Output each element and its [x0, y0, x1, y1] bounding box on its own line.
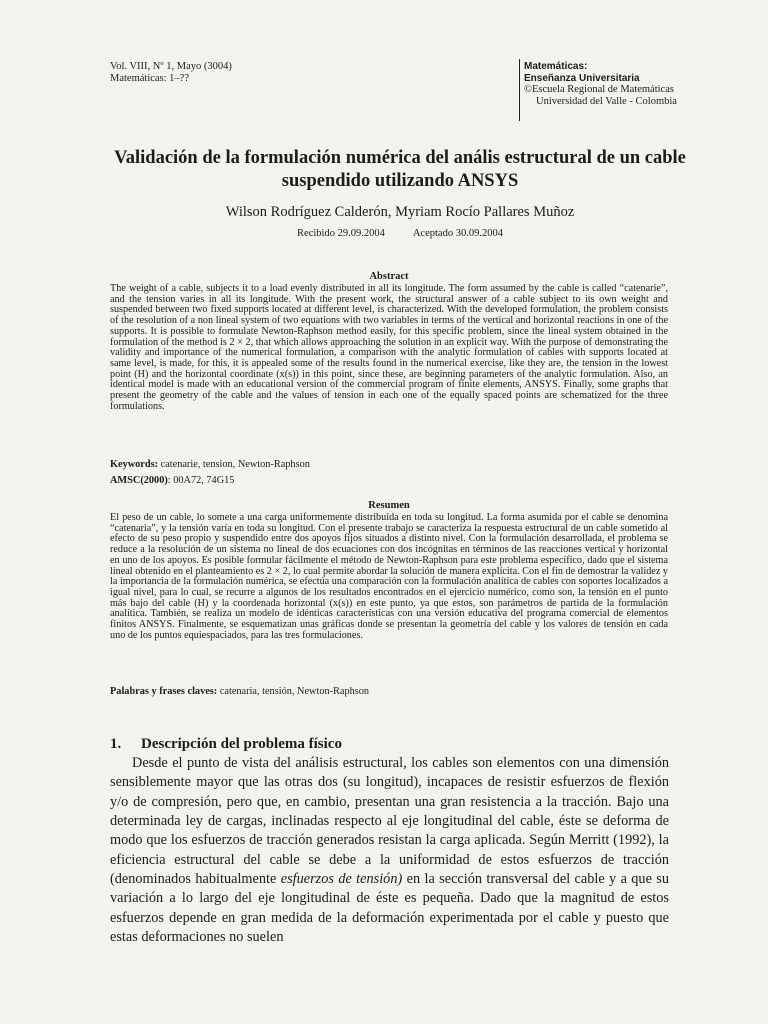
palabras-value: catenaria, tensión, Newton-Raphson: [217, 686, 370, 697]
received-date: Recibido 29.09.2004: [297, 228, 385, 239]
journal-issue-info: [110, 61, 232, 85]
journal-subtitle: Enseñanza Universitaria: [524, 72, 640, 84]
section-paragraph: [110, 754, 669, 947]
section-title: Descripción del problema físico: [141, 736, 342, 752]
amsc-line: [110, 475, 668, 486]
university-line: Universidad del Valle - Colombia: [536, 95, 677, 107]
keywords-label: Keywords:: [110, 459, 159, 470]
abstract-keywords: [110, 459, 668, 470]
paper-title: Validación de la formulación numérica del anális estructural de un cable suspendido utilizando ANSYS: [114, 148, 686, 191]
paragraph-emphasis: esfuerzos de tensión): [280, 871, 403, 888]
resumen-text: El peso de un cable, lo somete a una carga uniformemente distribuida en toda su longitud. La forma asumida por el cable se denomina “catenaria”, y la tensión varía en toda su longitud. Con el presente trabajo se caracteriza la respuesta estructural de un cable sometido al efecto de su peso propio y suspendido entre dos apoyos fijos situados a distinto nivel. Con la formulación desarrollada, el problema se reduce a la resolución de un sistema no lineal de dos ecuaciones con dos incógnitas en términos de las reacciones vertical y horizontal en uno de los apoyos. Es posible formular fácilmente el método de Newton-Raphson para este problema específico, dado que el sistema lineal obtenido en el planteamiento es 2 × 2, lo cual permite abordar la solución de manera explícita. Con el fin de demostrar la validez y la importancia de la formulación numérica, se efectúa una comparación con la formulación analítica de cables con soportes localizados a igual nivel, para lo cual, se recurre a algunos de los resultados encontrados en el ejercicio numérico, como son, la tensión en el punto más bajo del cable (H) y la coordenada horizontal (x(s)) en este punto, ya que estos, son parámetros de partida de la formulación analítica. También, se realiza un modelo de idénticas características con una versión educativa del programa comercial de elementos finitos ANSYS. Finalmente, se esquematizan unas gráficas donde se presentan la geometría del cable y los valores de tensión en cada uno de los puntos equiespaciados, para las tres formulaciones.: [110, 512, 668, 641]
abstract-text: The weight of a cable, subjects it to a load evenly distributed in all its longitude. The form assumed by the cable is called “catenarie”, and the tension varies in all its longitude. With the present work, the structural answer of a cable subject to its own weight and suspended between two fixed supports located at different level, is characterized. With the developed formulation, the problem consists of the resolution of a non lineal system of two equations with two variables in terms of the vertical and horizontal reactions in one of the supports. It is possible to formulate Newton-Raphson method easily, for this specific problem, since the lineal system obtained in the formulation of the method is 2 × 2, that which allows approaching the solution in an explicit way. With the purpose of demonstrating the validity and importance of the numerical formulation, a comparison with the analytic formulation of cables with supports located at same level, is made, for this, it is appealed some of the results found in the numerical exercise, like they are, the tension in the lowest point (H) and the horizontal coordinate (x(s)) in this point, since these, are beginning parameters of the analytic formulation. Also, an identical model is made with an educational version of the commercial program of finite elements, ANSYS. Finally, some graphs that present the geometry of the cable and the values of tension in each one of the equally spaced points are schematized for the three formulations.: [110, 283, 668, 412]
palabras-label: Palabras y frases claves:: [110, 686, 218, 697]
journal-masthead: [524, 61, 677, 107]
resumen-keywords: [110, 686, 668, 697]
volume-line: Vol. VIII, Nº 1, Mayo (3004): [110, 61, 232, 72]
abstract-heading: Abstract: [369, 271, 409, 282]
paper-authors: Wilson Rodríguez Calderón, Myriam Rocío Pallares Muñoz: [225, 204, 575, 220]
section-heading: [110, 736, 342, 753]
resumen-heading: Resumen: [368, 500, 410, 511]
section-number: 1.: [110, 736, 122, 752]
copyright-line: ©Escuela Regional de Matemáticas: [524, 84, 674, 95]
header-divider: [519, 59, 520, 121]
journal-name: Matemáticas:: [524, 61, 588, 72]
paper-dates: [100, 228, 700, 239]
keywords-value: catenarie, tension, Newton-Raphson: [160, 459, 310, 470]
paragraph-text-a: Desde el punto de vista del análisis estructural, los cables son elementos con una dimensión sensiblemente mayor que las otras dos (su longitud), incapaces de resistir esfuerzos de flexión y/o de compresión, pero que, en cambio, presentan una gran resistencia a la tracción. Bajo una determinada ley de cargas, inclinadas respecto al eje longitudinal del cable, éste se deforma de modo que los esfuerzos de tracción generados resistan la carga aplicada. Según Merritt (1992), la eficiencia estructural del cable se debe a la uniformidad de estos esfuerzos de tracción (denominados habitualmente: [110, 755, 669, 888]
amsc-label: AMSC(2000): [110, 475, 168, 486]
amsc-value: : 00A72, 74G15: [167, 475, 235, 486]
accepted-date: Aceptado 30.09.2004: [412, 228, 503, 239]
pages-line: Matemáticas: 1–??: [110, 73, 190, 84]
paragraph-text-b: en la sección transversal del cable y a que su variación a lo largo del eje longitudinal de éste es pequeña. Dado que la magnitud de estos esfuerzos depende en gran medida de la deformación experimentada por el cable y puesto que estas deformaciones no suelen: [110, 871, 670, 946]
